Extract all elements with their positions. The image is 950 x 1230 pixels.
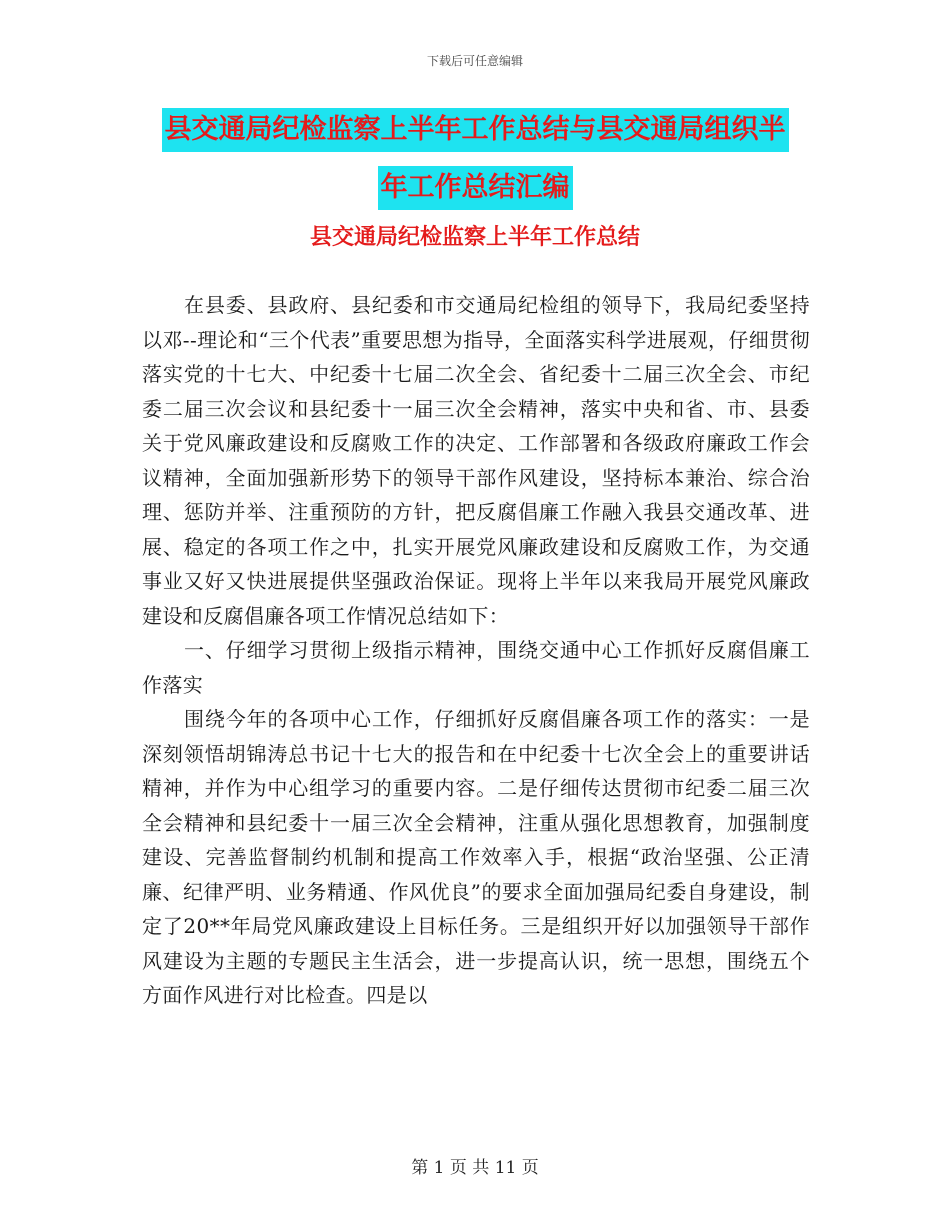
document-title-line-1: 县交通局纪检监察上半年工作总结与县交通局组织半 xyxy=(162,108,789,152)
page-footer: 第 1 页 共 11 页 xyxy=(411,1158,539,1178)
body-text xyxy=(142,288,810,1013)
paragraph-heading-one: 一、仔细学习贯彻上级指示精神，围绕交通中心工作抓好反腐倡廉工作落实 xyxy=(142,638,810,697)
section-title: 县交通局纪检监察上半年工作总结 xyxy=(309,224,640,250)
document-title-line-2: 年工作总结汇编 xyxy=(378,166,573,210)
paragraph-intro: 在县委、县政府、县纪委和市交通局纪检组的领导下，我局纪委坚持以邓--理论和“三个代表”重要思想为指导，全面落实科学进展观，仔细贯彻落实党的十七大、中纪委十七届二次全会、省纪委十二届三次全会、市纪委二届三次会议和县纪委十一届三次全会精神，落实中央和省、市、县委关于党风廉政建设和反腐败工作的决定、工作部署和各级政府廉政工作会议精神，全面加强新形势下的领导干部作风建设，坚持标本兼治、综合治理、惩防并举、注重预防的方针，把反腐倡廉工作融入我县交通改革、进展、稳定的各项工作之中，扎实开展党风廉政建设和反腐败工作，为交通事业又好又快进展提供坚强政治保证。现将上半年以来我局开展党风廉政建设和反腐倡廉各项工作情况总结如下： xyxy=(142,293,810,628)
header-note: 下载后可任意编辑 xyxy=(426,54,523,68)
paragraph-details: 围绕今年的各项中心工作，仔细抓好反腐倡廉各项工作的落实：一是深刻领悟胡锦涛总书记十七大的报告和在中纪委十七次全会上的重要讲话精神，并作为中心组学习的重要内容。二是仔细传达贯彻市纪委二届三次全会精神和县纪委十一届三次全会精神，注重从强化思想教育，加强制度建设、完善监督制约机制和提高工作效率入手，根据“政治坚强、公正清廉、纪律严明、业务精通、作风优良”的要求全面加强局纪委自身建设，制定了20**年局党风廉政建设上目标任务。三是组织开好以加强领导干部作风建设为主题的专题民主生活会，进一步提高认识，统一思想，围绕五个方面作风进行对比检查。四是以 xyxy=(142,707,810,1007)
document-title xyxy=(0,108,950,210)
